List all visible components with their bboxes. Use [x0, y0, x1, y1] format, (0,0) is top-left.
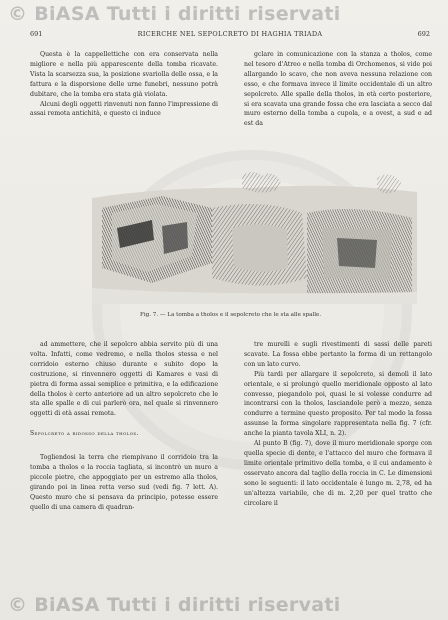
figure-caption: Fig. 7. — La tomba a tholos e il sepolcreto che le sta alle spalle.	[140, 312, 322, 318]
running-title: RICERCHE NEL SEPOLCRETO DI HAGHIA TRIADA	[137, 30, 323, 38]
paragraph: ad ammettere, che il sepolcro abbia servito più di una volta. Infatti, come vedremo, e nella tholos stessa e nel corridoio esterno chiuso durante e subito dopo la costruzione, si rinvennero oggetti di Kamares e vasi di pietra di forma assai semplice e primitiva, e la edificazione della tholos è certo anteriore ad un altro sepolcreto che le sta alle spalle e di cui parlerò ora, nel quale si rinvennero oggetti di età assai remota.	[30, 341, 218, 418]
paragraph: tre murelli e sugli rivestimenti di sassi delle pareti scavate. La fossa ebbe pertanto la forma di un rettangolo con un lato curvo.	[244, 341, 432, 368]
column-bottom-left	[30, 340, 218, 513]
watermark-top: © BiASA Tutti i diritti riservati	[8, 3, 341, 25]
figure-illustration	[92, 168, 417, 304]
section-title: Sepolcreto a ridosso della tholos.	[30, 430, 139, 438]
page-number-right: 692	[417, 30, 430, 38]
page-number-left: 691	[30, 30, 43, 38]
paragraph: Al punto B (fig. 7), dove il muro meridionale sporge con quella specie di dente, e l'attacco del muro che formava il limite orientale primitivo della tomba, e il cui andamento è osservato ancora dal taglio della roccia in C. Le dimensioni sono le seguenti: il lato occidentale è lungo m. 2,78, ed ha un'altezza variabile, che di m. 2,20 per quel tratto che circolare il	[244, 440, 432, 507]
tomb-excavation-sketch	[92, 168, 417, 304]
watermark-bottom: © BiASA Tutti i diritti riservati	[8, 594, 341, 616]
paragraph: Più tardi per allargare il sepolcreto, si demolì il lato orientale, e si prolungò quello meridionale opposto al lato convesso, piegandolo poi, quasi le si volesse condurre ad incontrarsi con la tholos, lasciandole però a mezzo, senza condurre a termine questo proposito. Per tal modo la fossa assunse la forma singolare rappresentata nella fig. 7 (cfr. anche la pianta tavola XLI, n. 2).	[244, 370, 432, 438]
column-top-right	[244, 50, 432, 129]
paragraph: Questa è la cappellettiche con era conservata nella migliore e nella più apparescente della tomba ricavate. Vista la scarsezza sua, la posizione svariolla delle ossa, e la fattura e la disporsione delle urne funebri, nessuno potrà dubitare, che la tomba era stata già violata.	[30, 51, 218, 98]
paragraph: Togliendosi la terra che riempivano il corridoio tra la tomba a tholos e la roccia tagliata, si incontrò un muro a piccole pietre, che appoggiato per un estremo alla tholos, girando poi in linea retta verso sud (vedi fig. 7 lett. A). Questo muro che si pensava da principio, potesse essere quello di una camera di quadran-	[30, 454, 218, 511]
column-bottom-right	[244, 340, 432, 508]
paragraph: gclare in comunicazione con la stanza a tholos, come nel tesoro d'Atreo e nella tomba di Orchomenos, si vide poi allargando lo scavo, che non aveva nessuna relazione con esso, e che formava invece il limite occidentale di un altro sepolcreto. Alle spalle della tholos, in età certo posteriore, si era scavata una grande fossa che era lasciata a secco dal muro esterno della tomba a cupola, e a ovest, a sud e ad est da	[244, 51, 432, 128]
paragraph: Alcuni degli oggetti rinvenuti non fanno l'impressione di assai remota antichità, e questo ci induce	[30, 100, 218, 118]
running-header	[30, 30, 430, 42]
column-top-left	[30, 50, 218, 119]
